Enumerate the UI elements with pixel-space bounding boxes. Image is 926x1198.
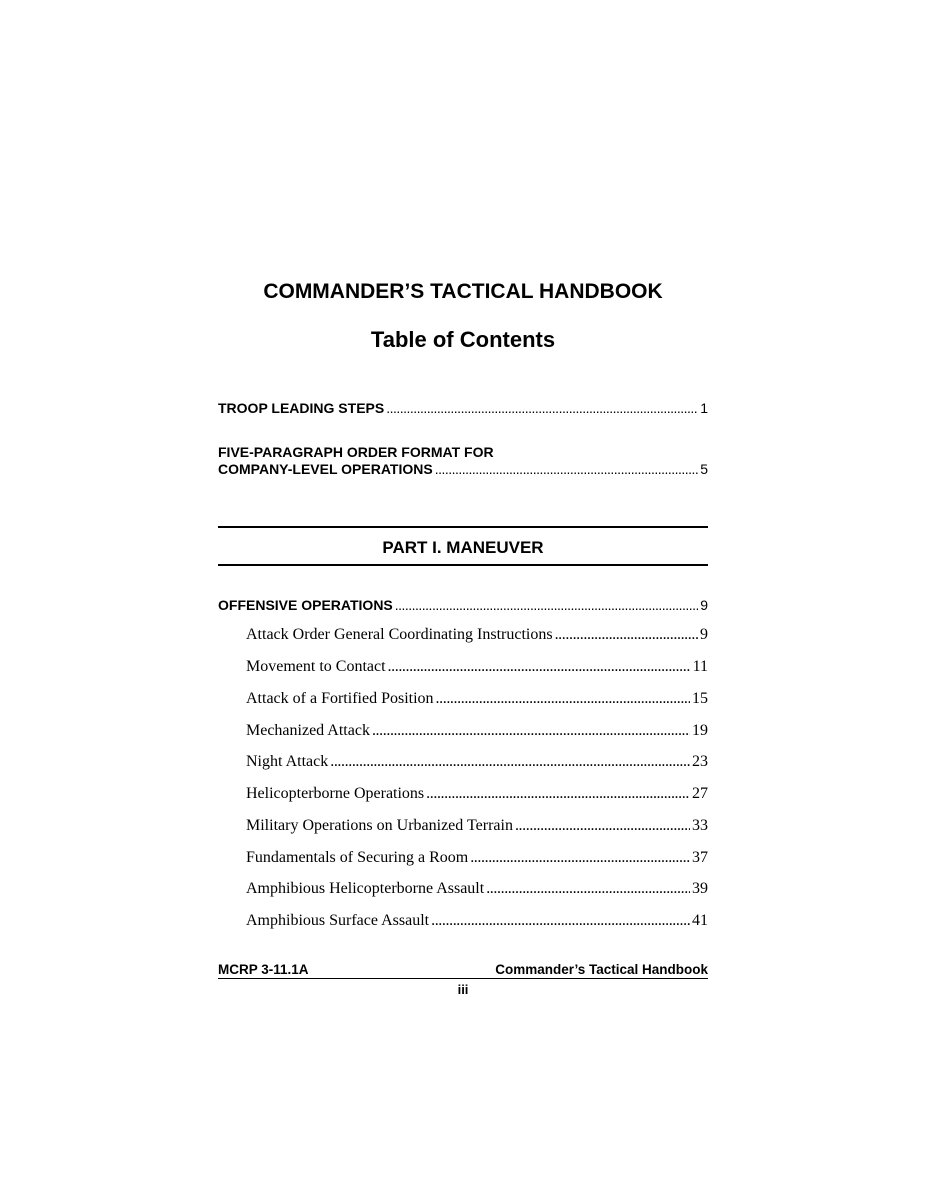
toc-subentry[interactable] — [246, 753, 708, 771]
toc-subentry[interactable] — [246, 722, 708, 740]
footer-publication-id: MCRP 3-11.1A — [218, 962, 309, 977]
toc-subentry-page: 11 — [692, 658, 708, 675]
toc-subentry-page: 33 — [692, 817, 708, 834]
toc-entry-offensive-operations[interactable] — [218, 597, 708, 613]
toc-entry-page: 9 — [700, 597, 708, 613]
dot-leader — [486, 880, 690, 898]
toc-entry-five-paragraph-order[interactable] — [218, 461, 708, 477]
toc-subentry-label: Attack of a Fortified Position — [246, 690, 434, 707]
toc-subentry-page: 39 — [692, 880, 708, 897]
toc-subentry-label: Attack Order General Coordinating Instructions — [246, 626, 553, 643]
toc-entry-label: TROOP LEADING STEPS — [218, 400, 385, 416]
toc-entry-page: 5 — [700, 461, 708, 477]
dot-leader — [436, 690, 690, 708]
toc-subentry[interactable] — [246, 880, 708, 898]
dot-leader — [555, 626, 698, 644]
document-page — [218, 0, 708, 1198]
toc-subentry-page: 23 — [692, 753, 708, 770]
toc-subentry[interactable] — [246, 912, 708, 930]
toc-subentry-label: Mechanized Attack — [246, 722, 370, 739]
part-rule-bottom — [218, 564, 708, 566]
dot-leader — [515, 817, 690, 835]
toc-subentry[interactable] — [246, 658, 708, 676]
toc-subentry[interactable] — [246, 785, 708, 803]
table-of-contents-title: Table of Contents — [370, 327, 556, 352]
page-number: iii — [457, 982, 469, 997]
dot-leader — [386, 400, 698, 416]
dot-leader — [372, 722, 690, 740]
toc-subentry-label: Amphibious Surface Assault — [246, 912, 430, 929]
toc-subentry[interactable] — [246, 849, 708, 867]
toc-entry-page: 1 — [700, 400, 708, 416]
dot-leader — [470, 849, 690, 867]
toc-subentry[interactable] — [246, 690, 708, 708]
toc-subentry[interactable] — [246, 817, 708, 835]
dot-leader — [395, 597, 698, 613]
dot-leader — [435, 461, 699, 477]
document-title: COMMANDER’S TACTICAL HANDBOOK — [263, 280, 663, 303]
page-footer — [218, 962, 708, 979]
toc-subentry-page: 37 — [692, 849, 708, 866]
toc-subentry-label: Movement to Contact — [246, 658, 386, 675]
toc-subentry-page: 19 — [692, 722, 708, 739]
dot-leader — [330, 753, 690, 771]
part-heading: PART I. MANEUVER — [382, 538, 544, 557]
toc-subentry-page: 9 — [700, 626, 708, 643]
toc-subentry-label: Night Attack — [246, 753, 329, 770]
part-rule-top — [218, 526, 708, 528]
toc-subentry[interactable] — [246, 626, 708, 644]
toc-subentry-label: Helicopterborne Operations — [246, 785, 425, 802]
footer-document-title: Commander’s Tactical Handbook — [495, 962, 708, 977]
dot-leader — [426, 785, 690, 803]
toc-subentry-label: Amphibious Helicopterborne Assault — [246, 880, 485, 897]
dot-leader — [431, 912, 690, 930]
dot-leader — [388, 658, 691, 676]
toc-entry-label: COMPANY-LEVEL OPERATIONS — [218, 461, 433, 477]
toc-subentry-page: 27 — [692, 785, 708, 802]
toc-subentry-label: Military Operations on Urbanized Terrain — [246, 817, 513, 834]
toc-subentry-label: Fundamentals of Securing a Room — [246, 849, 469, 866]
toc-entry-label: OFFENSIVE OPERATIONS — [218, 597, 393, 613]
toc-subentry-page: 15 — [692, 690, 708, 707]
toc-subentry-page: 41 — [692, 912, 708, 929]
toc-entry-label-line1: FIVE-PARAGRAPH ORDER FORMAT FOR — [218, 444, 494, 460]
toc-entry-troop-leading-steps[interactable] — [218, 400, 708, 416]
